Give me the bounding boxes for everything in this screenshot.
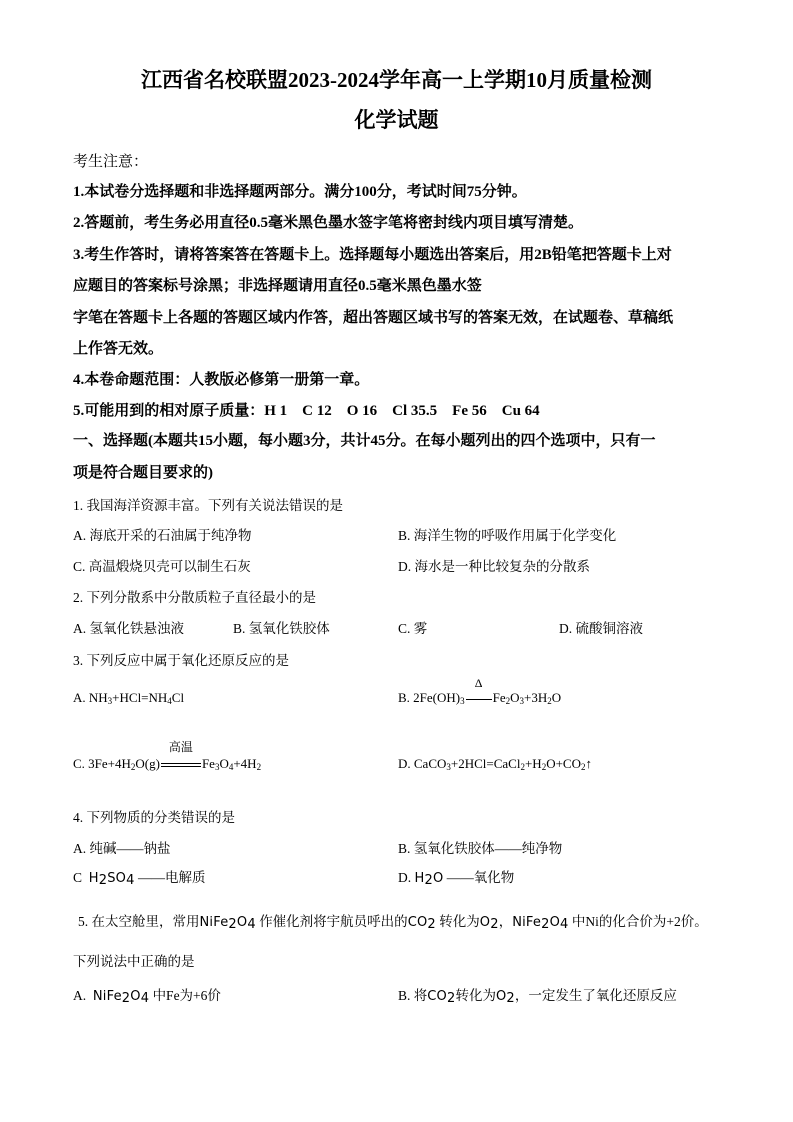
- high-temp-condition: 高温: [168, 740, 193, 754]
- notice-item-3-cont3: 上作答无效。: [73, 341, 164, 357]
- section-heading-cont: 项是符合题目要求的): [73, 465, 213, 481]
- page-title: 江西省名校联盟2023-2024学年高一上学期10月质量检测: [141, 68, 652, 92]
- gas-arrow: ↑: [585, 756, 592, 771]
- q1-option-b: B. 海洋生物的呼吸作用属于化学变化: [398, 528, 617, 543]
- notice-item-3-cont2: 字笔在答题卡上各题的答题区域内作答，超出答题区域书写的答案无效，在试题卷、草稿纸: [73, 310, 674, 326]
- q3-option-a: A. $NH_3+HCl=NH_4Cl$: [73, 690, 185, 706]
- q3-option-b: B. $2Fe(OH)_3$ Δ $Fe_2O_3+3H_2O$: [398, 676, 562, 706]
- notice-heading: 考生注意：: [73, 154, 149, 170]
- notice-item-3: 3.考生作答时，请将答案答在答题卡上。选择题每小题选出答案后，用2B铅笔把答题卡上对: [73, 247, 672, 263]
- q3-option-d: D. $CaCO_3+2HCl=CaCl_2+H_2O+CO_2↑$: [398, 756, 592, 772]
- q4-option-d: D. $H_2O$ ——氧化物: [398, 870, 515, 888]
- q5-stem: 5. 在太空舱里，常用$NiFe_2O_4$ 作催化剂将宇航员呼出的$CO_2$ 转化为$O_2$，$NiFe_2O_4$ 中Ni的化合价为+2价。: [78, 914, 708, 932]
- heat-condition: Δ: [474, 676, 483, 690]
- notice-item-5: 5.可能用到的相对原子质量：H 1 C 12 O 16 Cl 35.5 Fe 56 Cu 64: [73, 403, 540, 419]
- q4-option-c: C $H_2SO_4$ ——电解质: [73, 870, 206, 888]
- q4-option-b: B. 氢氧化铁胶体——纯净物: [398, 841, 563, 856]
- q2-option-d: D. 硫酸铜溶液: [559, 621, 643, 636]
- notice-item-1: 1.本试卷分选择题和非选择题两部分。满分100分，考试时间75分钟。: [73, 184, 527, 200]
- q2-stem: 2. 下列分散系中分散质粒子直径最小的是: [73, 590, 316, 605]
- q1-stem: 1. 我国海洋资源丰富。下列有关说法错误的是: [73, 498, 343, 513]
- q1-option-a: A. 海底开采的石油属于纯净物: [73, 528, 252, 543]
- notice-item-4: 4.本卷命题范围：人教版必修第一册第一章。: [73, 372, 370, 388]
- notice-item-2: 2.答题前，考生务必用直径0.5毫米黑色墨水签字笔将密封线内项目填写清楚。: [73, 215, 584, 231]
- q4-stem: 4. 下列物质的分类错误的是: [73, 810, 235, 825]
- q2-option-b: B. 氢氧化铁胶体: [233, 621, 330, 636]
- q3-option-c: C. $3Fe+4H_2O(g)$ 高温 $Fe_3O_4+4H_2$: [73, 740, 262, 772]
- page-subtitle: 化学试题: [354, 108, 439, 132]
- q3-stem: 3. 下列反应中属于氧化还原反应的是: [73, 653, 289, 668]
- notice-item-3-cont: 应题目的答案标号涂黑；非选择题请用直径0.5毫米黑色墨水签: [73, 278, 482, 294]
- q2-option-c: C. 雾: [398, 621, 428, 636]
- q5-stem-cont: 下列说法中正确的是: [73, 954, 195, 969]
- section-heading: 一、选择题(本题共15小题，每小题3分，共计45分。在每小题列出的四个选项中，只有一: [73, 433, 656, 449]
- q1-option-c: C. 高温煅烧贝壳可以制生石灰: [73, 559, 251, 574]
- q4-option-a: A. 纯碱——钠盐: [73, 841, 171, 856]
- q5-option-a: A. $NiFe_2O_4$ 中Fe为+6价: [73, 988, 221, 1006]
- q5-option-b: B. 将$CO_2$转化为$O_2$，一定发生了氧化还原反应: [398, 988, 677, 1006]
- q1-option-d: D. 海水是一种比较复杂的分散系: [398, 559, 590, 574]
- q2-option-a: A. 氢氧化铁悬浊液: [73, 621, 184, 636]
